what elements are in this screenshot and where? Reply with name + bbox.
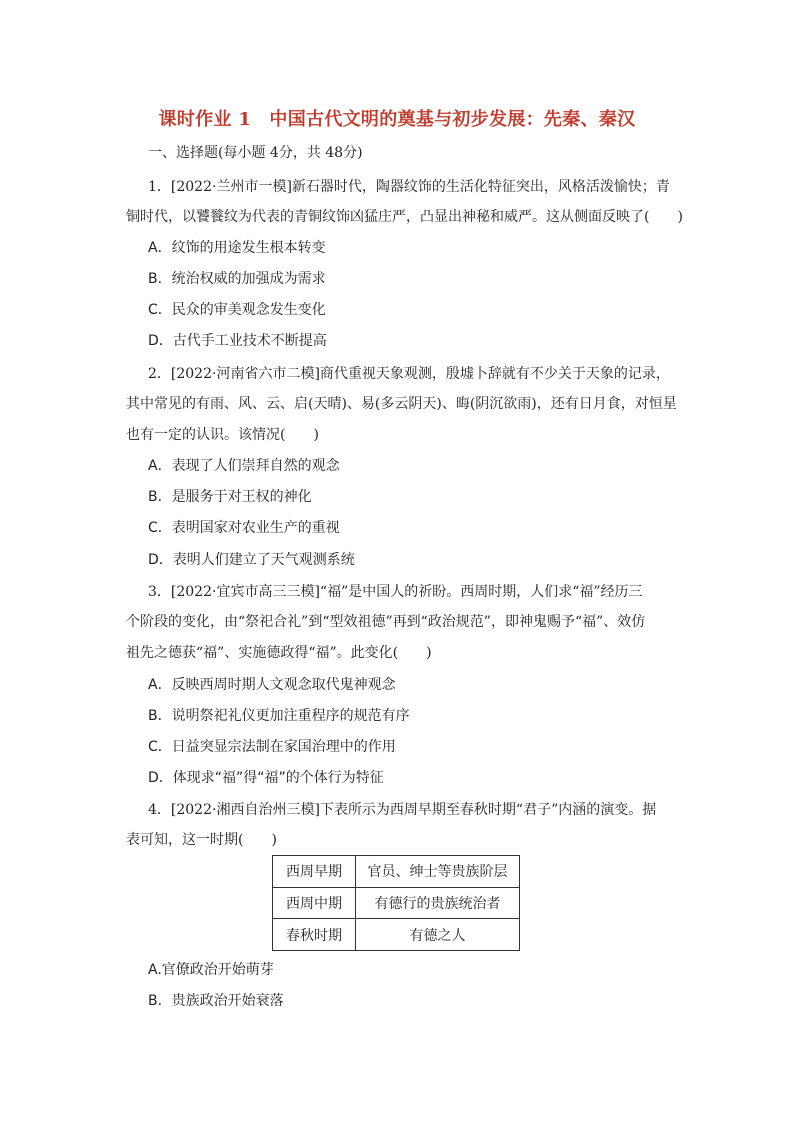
- question-4-stem-line-1: 4．[2022·湘西自治州三模]下表所示为西周早期至春秋时期“君子”内涵的演变。据: [148, 802, 657, 818]
- question-3-option-c: C．日益突显宗法制在家国治理中的作用: [148, 739, 396, 755]
- question-4-option-a: A.官僚政治开始萌芽: [148, 962, 274, 978]
- question-3-option-a: A．反映西周时期人文观念取代鬼神观念: [148, 677, 396, 693]
- section-heading: 一、选择题(每小题 4分，共 48分): [148, 145, 363, 161]
- table-cell-meaning: 有德行的贵族统治者: [356, 887, 520, 919]
- page-title: 课时作业 1 中国古代文明的奠基与初步发展：先秦、秦汉: [158, 109, 636, 130]
- table-cell-period: 春秋时期: [273, 919, 356, 951]
- question-2-option-a: A．表现了人们崇拜自然的观念: [148, 458, 340, 474]
- table-cell-period: 西周中期: [273, 887, 356, 919]
- question-2-option-b: B．是服务于对王权的神化: [148, 489, 312, 505]
- question-1-stem-line-1: 1．[2022·兰州市一模]新石器时代，陶器纹饰的生活化特征突出，风格活泼愉快；青: [148, 179, 670, 195]
- table-cell-meaning: 有德之人: [356, 919, 520, 951]
- question-3-stem-line-1: 3．[2022·宜宾市高三三模]“福”是中国人的祈盼。西周时期，人们求“福”经历三: [148, 584, 643, 600]
- question-1-stem-line-2: 铜时代，以饕餮纹为代表的青铜纹饰凶猛庄严，凸显出神秘和威严。这从侧面反映了( ): [126, 209, 683, 225]
- question-3-stem-line-2: 个阶段的变化，由“祭祀合礼”到“型效祖德”再到“政治规范”，即神鬼赐予“福”、效仿: [126, 614, 646, 630]
- table-cell-meaning: 官员、绅士等贵族阶层: [356, 856, 520, 888]
- question-3-stem-line-3: 祖先之德获“福”、实施德政得“福”。此变化( ): [126, 645, 432, 661]
- question-2-option-d: D．表明人们建立了天气观测系统: [148, 552, 355, 568]
- table-row: [273, 887, 520, 919]
- question-4-option-b: B．贵族政治开始衰落: [148, 993, 284, 1009]
- question-2-stem-line-1: 2．[2022·河南省六市二模]商代重视天象观测，殷墟卜辞就有不少关于天象的记录，: [148, 366, 670, 382]
- question-3-option-b: B．说明祭祀礼仪更加注重程序的规范有序: [148, 708, 410, 724]
- table-cell-period: 西周早期: [273, 856, 356, 888]
- table-row: [273, 856, 520, 888]
- question-2-option-c: C．表明国家对农业生产的重视: [148, 520, 340, 536]
- question-2-stem-line-3: 也有一定的认识。该情况( ): [126, 427, 319, 443]
- question-3-option-d: D．体现求“福”得“福”的个体行为特征: [148, 770, 384, 786]
- question-4-table: [272, 855, 520, 951]
- question-2-stem-line-2: 其中常见的有雨、风、云、启(天晴)、易(多云阴天)、晦(阴沉欲雨)，还有日月食，对恒星: [126, 396, 677, 412]
- question-1-option-d: D．古代手工业技术不断提高: [148, 333, 327, 349]
- question-1-option-a: A．纹饰的用途发生根本转变: [148, 240, 326, 256]
- question-1-option-c: C．民众的审美观念发生变化: [148, 302, 326, 318]
- question-4-stem-line-2: 表可知，这一时期( ): [126, 832, 277, 848]
- question-1-option-b: B．统治权威的加强成为需求: [148, 271, 326, 287]
- table-row: [273, 919, 520, 951]
